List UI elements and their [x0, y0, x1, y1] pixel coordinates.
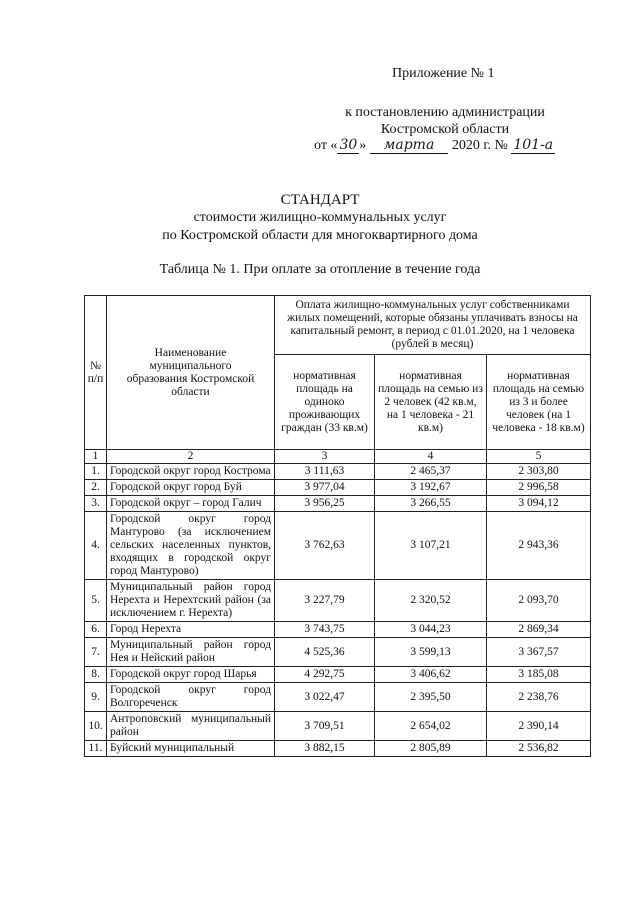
- cost-three-plus: 2 869,34: [487, 622, 591, 638]
- date-mid: »: [359, 138, 370, 153]
- cost-single: 3 022,47: [275, 683, 375, 712]
- cost-three-plus: 2 238,76: [487, 683, 591, 712]
- column-number: 5: [487, 450, 591, 464]
- municipality-name: Городской округ город Шарья: [107, 667, 275, 683]
- header-municipality: Наименование муниципального образования Костромской области: [107, 296, 275, 450]
- cost-single: 3 956,25: [275, 496, 375, 512]
- row-number: 1.: [85, 464, 107, 480]
- municipality-name: Городской округ город Мантурово (за исключением сельских населенных пунктов, входящих в городской округ город Мантурово): [107, 512, 275, 580]
- handwritten-day: 30: [339, 137, 358, 153]
- municipality-name: Городской округ город Кострома: [107, 464, 275, 480]
- row-number: 11.: [85, 741, 107, 757]
- municipality-name: Антроповский муниципальный район: [107, 712, 275, 741]
- row-number: 2.: [85, 480, 107, 496]
- document-title: СТАНДАРТ: [280, 192, 360, 208]
- cost-three-plus: 3 367,57: [487, 638, 591, 667]
- year-text: 2020 г. №: [448, 138, 508, 153]
- municipality-name: Муниципальный район город Нея и Нейский район: [107, 638, 275, 667]
- table-header-row-1: [85, 296, 591, 355]
- date-prefix: от «: [314, 138, 338, 153]
- column-number-row: [85, 450, 591, 464]
- table-row: [85, 622, 591, 638]
- table-row: [85, 667, 591, 683]
- table-row: [85, 464, 591, 480]
- row-number: 8.: [85, 667, 107, 683]
- row-number: 3.: [85, 496, 107, 512]
- municipality-name: Муниципальный район город Нерехта и Нерехтский район (за исключением г. Нерехта): [107, 580, 275, 622]
- cost-three-plus: 3 185,08: [487, 667, 591, 683]
- cost-three-plus: 2 996,58: [487, 480, 591, 496]
- cost-two: 3 599,13: [375, 638, 487, 667]
- municipality-name: Городской округ город Волгореченск: [107, 683, 275, 712]
- table-caption: Таблица № 1. При оплате за отопление в течение года: [159, 262, 481, 277]
- cost-two: 3 192,67: [375, 480, 487, 496]
- cost-standard-table: [84, 295, 591, 757]
- document-subtitle-1: стоимости жилищно-коммунальных услуг: [193, 210, 447, 225]
- cost-single: 3 743,75: [275, 622, 375, 638]
- cost-single: 4 292,75: [275, 667, 375, 683]
- column-number: 1: [85, 450, 107, 464]
- column-number: 4: [375, 450, 487, 464]
- cost-two: 3 044,23: [375, 622, 487, 638]
- header-single-person: нормативная площадь на одиноко проживающих граждан (33 кв.м): [275, 355, 375, 450]
- header-number: № п/п: [85, 296, 107, 450]
- table-row: [85, 480, 591, 496]
- municipality-name: Городской округ – город Галич: [107, 496, 275, 512]
- cost-single: 4 525,36: [275, 638, 375, 667]
- table-row: [85, 512, 591, 580]
- resolution-date-line: [314, 137, 555, 154]
- handwritten-number: 101-а: [513, 137, 554, 153]
- appendix-label: Приложение № 1: [392, 66, 495, 81]
- table-row: [85, 712, 591, 741]
- column-number: 3: [275, 450, 375, 464]
- cost-two: 2 395,50: [375, 683, 487, 712]
- municipality-name: Буйский муниципальный: [107, 741, 275, 757]
- row-number: 9.: [85, 683, 107, 712]
- municipality-name: Город Нерехта: [107, 622, 275, 638]
- cost-two: 3 266,55: [375, 496, 487, 512]
- table-row: [85, 638, 591, 667]
- cost-three-plus: 2 093,70: [487, 580, 591, 622]
- cost-three-plus: 2 943,36: [487, 512, 591, 580]
- resolution-line-1: к постановлению администрации: [345, 105, 545, 120]
- cost-two: 3 107,21: [375, 512, 487, 580]
- resolution-line-2: Костромской области: [380, 122, 510, 137]
- cost-two: 2 465,37: [375, 464, 487, 480]
- cost-single: 3 709,51: [275, 712, 375, 741]
- row-number: 7.: [85, 638, 107, 667]
- resolution-reference: [330, 104, 560, 138]
- header-payment-group: Оплата жилищно-коммунальных услуг собственниками жилых помещений, которые обязаны уплачивать взносы на капитальный ремонт, в период с 01.01.2020, на 1 человека (рублей в месяц): [275, 296, 591, 355]
- handwritten-month: марта: [370, 137, 449, 154]
- header-three-plus: нормативная площадь на семью из 3 и более человек (на 1 человека - 18 кв.м): [487, 355, 591, 450]
- row-number: 5.: [85, 580, 107, 622]
- cost-three-plus: 3 094,12: [487, 496, 591, 512]
- cost-single: 3 882,15: [275, 741, 375, 757]
- table-row: [85, 580, 591, 622]
- table-row: [85, 496, 591, 512]
- row-number: 4.: [85, 512, 107, 580]
- cost-single: 3 977,04: [275, 480, 375, 496]
- cost-three-plus: 2 303,80: [487, 464, 591, 480]
- cost-two: 2 320,52: [375, 580, 487, 622]
- table-row: [85, 741, 591, 757]
- municipality-name: Городской округ город Буй: [107, 480, 275, 496]
- cost-single: 3 762,63: [275, 512, 375, 580]
- row-number: 10.: [85, 712, 107, 741]
- header-two-persons: нормативная площадь на семью из 2 человек (42 кв.м, на 1 человека - 21 кв.м): [375, 355, 487, 450]
- cost-two: 2 805,89: [375, 741, 487, 757]
- cost-two: 2 654,02: [375, 712, 487, 741]
- cost-three-plus: 2 390,14: [487, 712, 591, 741]
- document-subtitle-2: по Костромской области для многоквартирного дома: [162, 228, 478, 243]
- row-number: 6.: [85, 622, 107, 638]
- cost-single: 3 111,63: [275, 464, 375, 480]
- cost-two: 3 406,62: [375, 667, 487, 683]
- cost-three-plus: 2 536,82: [487, 741, 591, 757]
- cost-single: 3 227,79: [275, 580, 375, 622]
- column-number: 2: [107, 450, 275, 464]
- table-row: [85, 683, 591, 712]
